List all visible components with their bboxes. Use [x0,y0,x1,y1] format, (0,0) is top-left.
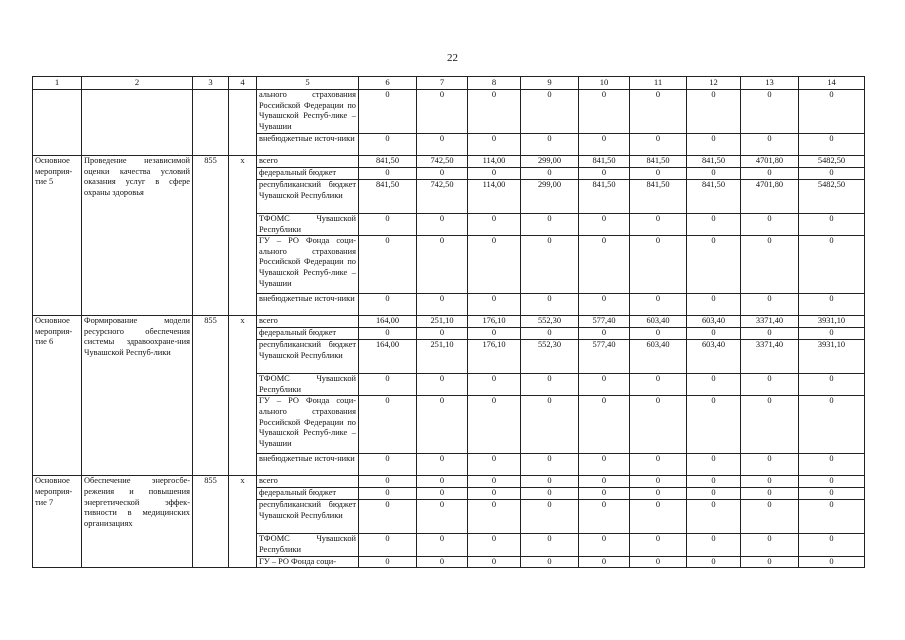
value-cell: 0 [630,214,687,236]
value-cell: 0 [799,556,865,568]
column-header: 2 [82,77,193,90]
value-cell: 0 [687,500,741,534]
value-cell: 0 [799,476,865,488]
value-cell: 0 [359,556,417,568]
value-cell: 0 [359,214,417,236]
value-cell: 0 [741,454,799,476]
measure-title: Основное мероприя-тие 6 [33,316,82,476]
value-cell: 841,50 [687,156,741,168]
table-row [33,156,865,168]
page-number: 22 [447,52,458,64]
value-cell: 0 [630,556,687,568]
value-cell: 0 [359,488,417,500]
column-header: 6 [359,77,417,90]
value-cell: 0 [799,454,865,476]
value-cell: 0 [799,236,865,294]
value-cell: 0 [359,294,417,316]
value-cell: 0 [687,214,741,236]
value-cell: 0 [468,236,521,294]
value-cell: 0 [468,90,521,134]
value-cell: 251,10 [417,316,468,328]
value-cell: 0 [687,236,741,294]
value-cell: 0 [521,556,579,568]
value-cell: 0 [521,236,579,294]
value-cell: 0 [579,374,630,396]
x-mark: x [229,316,257,476]
value-cell: 0 [799,374,865,396]
value-cell: 164,00 [359,316,417,328]
value-cell: 0 [468,328,521,340]
value-cell: 0 [468,488,521,500]
value-cell: 0 [741,396,799,454]
header-row [33,77,865,90]
column-header: 3 [193,77,229,90]
value-cell: 0 [359,236,417,294]
value-cell: 0 [417,294,468,316]
table-row [33,90,865,134]
value-cell: 0 [579,236,630,294]
value-cell: 0 [741,488,799,500]
source-cell: ГУ – РО Фонда соци-ального страхования Российской Федерации по Чувашской Респуб-лике – Чувашии [257,236,359,294]
grbs-code: 855 [193,156,229,316]
value-cell: 0 [741,134,799,156]
value-cell: 742,50 [417,156,468,168]
source-cell: республиканский бюджет Чувашской Республики [257,500,359,534]
value-cell: 0 [579,488,630,500]
value-cell: 0 [799,396,865,454]
source-cell: ТФОМС Чувашской Республики [257,214,359,236]
value-cell: 552,30 [521,316,579,328]
value-cell: 0 [359,476,417,488]
value-cell: 0 [417,90,468,134]
source-cell: республиканский бюджет Чувашской Республики [257,180,359,214]
value-cell: 0 [630,500,687,534]
value-cell: 577,40 [579,316,630,328]
value-cell: 3371,40 [741,340,799,374]
value-cell: 0 [799,214,865,236]
source-cell: ТФОМС Чувашской Республики [257,374,359,396]
value-cell: 0 [521,396,579,454]
value-cell: 0 [630,328,687,340]
measure-description: Проведение независимой оценки качества условий оказания услуг в сфере охраны здоровья [82,156,193,316]
value-cell: 0 [359,534,417,556]
value-cell: 0 [741,534,799,556]
value-cell: 0 [799,328,865,340]
source-cell: всего [257,316,359,328]
column-header: 7 [417,77,468,90]
value-cell: 0 [630,534,687,556]
source-cell: ГУ – РО Фонда соци-ального страхования Российской Федерации по Чувашской Респуб-лике – Чувашии [257,396,359,454]
value-cell: 0 [468,500,521,534]
value-cell: 0 [417,556,468,568]
value-cell: 299,00 [521,180,579,214]
value-cell: 0 [630,168,687,180]
value-cell: 0 [741,168,799,180]
value-cell: 0 [579,134,630,156]
source-cell: ального страхования Российской Федерации по Чувашской Респуб-лике – Чувашии [257,90,359,134]
value-cell: 0 [521,214,579,236]
value-cell: 0 [468,134,521,156]
source-cell: ТФОМС Чувашской Республики [257,534,359,556]
grbs-code: 855 [193,476,229,568]
value-cell: 0 [687,534,741,556]
value-cell: 0 [521,90,579,134]
value-cell: 0 [359,90,417,134]
empty-cell [193,90,229,156]
value-cell: 0 [799,534,865,556]
value-cell: 0 [579,168,630,180]
value-cell: 114,00 [468,156,521,168]
value-cell: 0 [521,500,579,534]
value-cell: 603,40 [630,340,687,374]
value-cell: 577,40 [579,340,630,374]
value-cell: 0 [799,488,865,500]
source-cell: ГУ – РО Фонда соци- [257,556,359,568]
value-cell: 0 [579,476,630,488]
value-cell: 603,40 [687,316,741,328]
value-cell: 0 [417,476,468,488]
value-cell: 0 [579,454,630,476]
value-cell: 0 [579,328,630,340]
value-cell: 0 [579,90,630,134]
value-cell: 0 [799,294,865,316]
value-cell: 4701,80 [741,180,799,214]
value-cell: 0 [687,396,741,454]
value-cell: 0 [799,168,865,180]
column-header: 9 [521,77,579,90]
value-cell: 0 [630,488,687,500]
value-cell: 0 [359,328,417,340]
source-cell: внебюджетные источ-ники [257,294,359,316]
value-cell: 0 [417,134,468,156]
value-cell: 0 [579,556,630,568]
empty-cell [82,90,193,156]
value-cell: 0 [687,454,741,476]
column-header: 10 [579,77,630,90]
value-cell: 0 [521,294,579,316]
x-mark: x [229,156,257,316]
value-cell: 841,50 [579,156,630,168]
value-cell: 0 [417,236,468,294]
value-cell: 0 [630,134,687,156]
column-header: 12 [687,77,741,90]
value-cell: 0 [687,328,741,340]
value-cell: 0 [741,500,799,534]
value-cell: 841,50 [630,156,687,168]
value-cell: 0 [468,454,521,476]
budget-table [32,76,865,568]
value-cell: 176,10 [468,340,521,374]
column-header: 13 [741,77,799,90]
empty-cell [33,90,82,156]
value-cell: 0 [468,534,521,556]
column-header: 8 [468,77,521,90]
value-cell: 0 [521,134,579,156]
value-cell: 0 [417,374,468,396]
value-cell: 0 [741,328,799,340]
value-cell: 0 [521,476,579,488]
value-cell: 4701,80 [741,156,799,168]
value-cell: 0 [630,294,687,316]
value-cell: 0 [687,476,741,488]
value-cell: 0 [687,556,741,568]
source-cell: федеральный бюджет [257,488,359,500]
table-row [33,316,865,328]
value-cell: 0 [521,374,579,396]
value-cell: 0 [359,396,417,454]
value-cell: 552,30 [521,340,579,374]
value-cell: 0 [741,214,799,236]
value-cell: 0 [417,454,468,476]
value-cell: 0 [630,454,687,476]
value-cell: 0 [468,214,521,236]
value-cell: 742,50 [417,180,468,214]
value-cell: 0 [799,500,865,534]
value-cell: 0 [468,556,521,568]
value-cell: 3931,10 [799,316,865,328]
value-cell: 0 [359,134,417,156]
measure-description: Формирование модели ресурсного обеспечения системы здравоохране-ния Чувашской Респуб-лики [82,316,193,476]
value-cell: 0 [359,500,417,534]
value-cell: 164,00 [359,340,417,374]
value-cell: 0 [579,500,630,534]
source-cell: всего [257,156,359,168]
value-cell: 0 [359,168,417,180]
value-cell: 0 [799,134,865,156]
value-cell: 0 [687,90,741,134]
value-cell: 0 [417,168,468,180]
value-cell: 0 [417,328,468,340]
value-cell: 0 [741,374,799,396]
value-cell: 603,40 [630,316,687,328]
grbs-code: 855 [193,316,229,476]
value-cell: 0 [687,294,741,316]
value-cell: 0 [521,168,579,180]
measure-title: Основное мероприя-тие 5 [33,156,82,316]
empty-cell [229,90,257,156]
source-cell: федеральный бюджет [257,168,359,180]
value-cell: 0 [468,168,521,180]
value-cell: 0 [687,134,741,156]
value-cell: 0 [741,556,799,568]
value-cell: 0 [799,90,865,134]
column-header: 14 [799,77,865,90]
value-cell: 603,40 [687,340,741,374]
value-cell: 0 [630,396,687,454]
value-cell: 0 [521,328,579,340]
value-cell: 0 [468,294,521,316]
value-cell: 0 [579,214,630,236]
source-cell: федеральный бюджет [257,328,359,340]
value-cell: 0 [468,476,521,488]
column-header: 4 [229,77,257,90]
value-cell: 299,00 [521,156,579,168]
value-cell: 114,00 [468,180,521,214]
value-cell: 0 [630,90,687,134]
value-cell: 251,10 [417,340,468,374]
value-cell: 3371,40 [741,316,799,328]
value-cell: 0 [741,236,799,294]
value-cell: 176,10 [468,316,521,328]
source-cell: внебюджетные источ-ники [257,134,359,156]
value-cell: 0 [741,90,799,134]
value-cell: 0 [359,374,417,396]
value-cell: 5482,50 [799,180,865,214]
value-cell: 0 [579,396,630,454]
value-cell: 0 [630,476,687,488]
value-cell: 841,50 [630,180,687,214]
value-cell: 0 [579,534,630,556]
value-cell: 5482,50 [799,156,865,168]
value-cell: 3931,10 [799,340,865,374]
value-cell: 0 [579,294,630,316]
measure-title: Основное мероприя-тие 7 [33,476,82,568]
value-cell: 0 [521,534,579,556]
value-cell: 0 [417,500,468,534]
value-cell: 0 [417,396,468,454]
value-cell: 0 [359,454,417,476]
value-cell: 0 [468,396,521,454]
value-cell: 841,50 [687,180,741,214]
value-cell: 841,50 [359,156,417,168]
value-cell: 841,50 [359,180,417,214]
value-cell: 0 [521,488,579,500]
value-cell: 0 [630,374,687,396]
source-cell: внебюджетные источ-ники [257,454,359,476]
value-cell: 0 [741,476,799,488]
value-cell: 0 [417,214,468,236]
value-cell: 0 [741,294,799,316]
value-cell: 0 [521,454,579,476]
value-cell: 0 [687,374,741,396]
source-cell: республиканский бюджет Чувашской Республики [257,340,359,374]
value-cell: 0 [630,236,687,294]
value-cell: 0 [687,168,741,180]
value-cell: 841,50 [579,180,630,214]
source-cell: всего [257,476,359,488]
x-mark: x [229,476,257,568]
value-cell: 0 [417,534,468,556]
value-cell: 0 [468,374,521,396]
column-header: 5 [257,77,359,90]
column-header: 11 [630,77,687,90]
value-cell: 0 [687,488,741,500]
table-row [33,476,865,488]
value-cell: 0 [417,488,468,500]
column-header: 1 [33,77,82,90]
measure-description: Обеспечение энергосбе-режения и повышения энергетической эффек-тивности в медицинских организациях [82,476,193,568]
